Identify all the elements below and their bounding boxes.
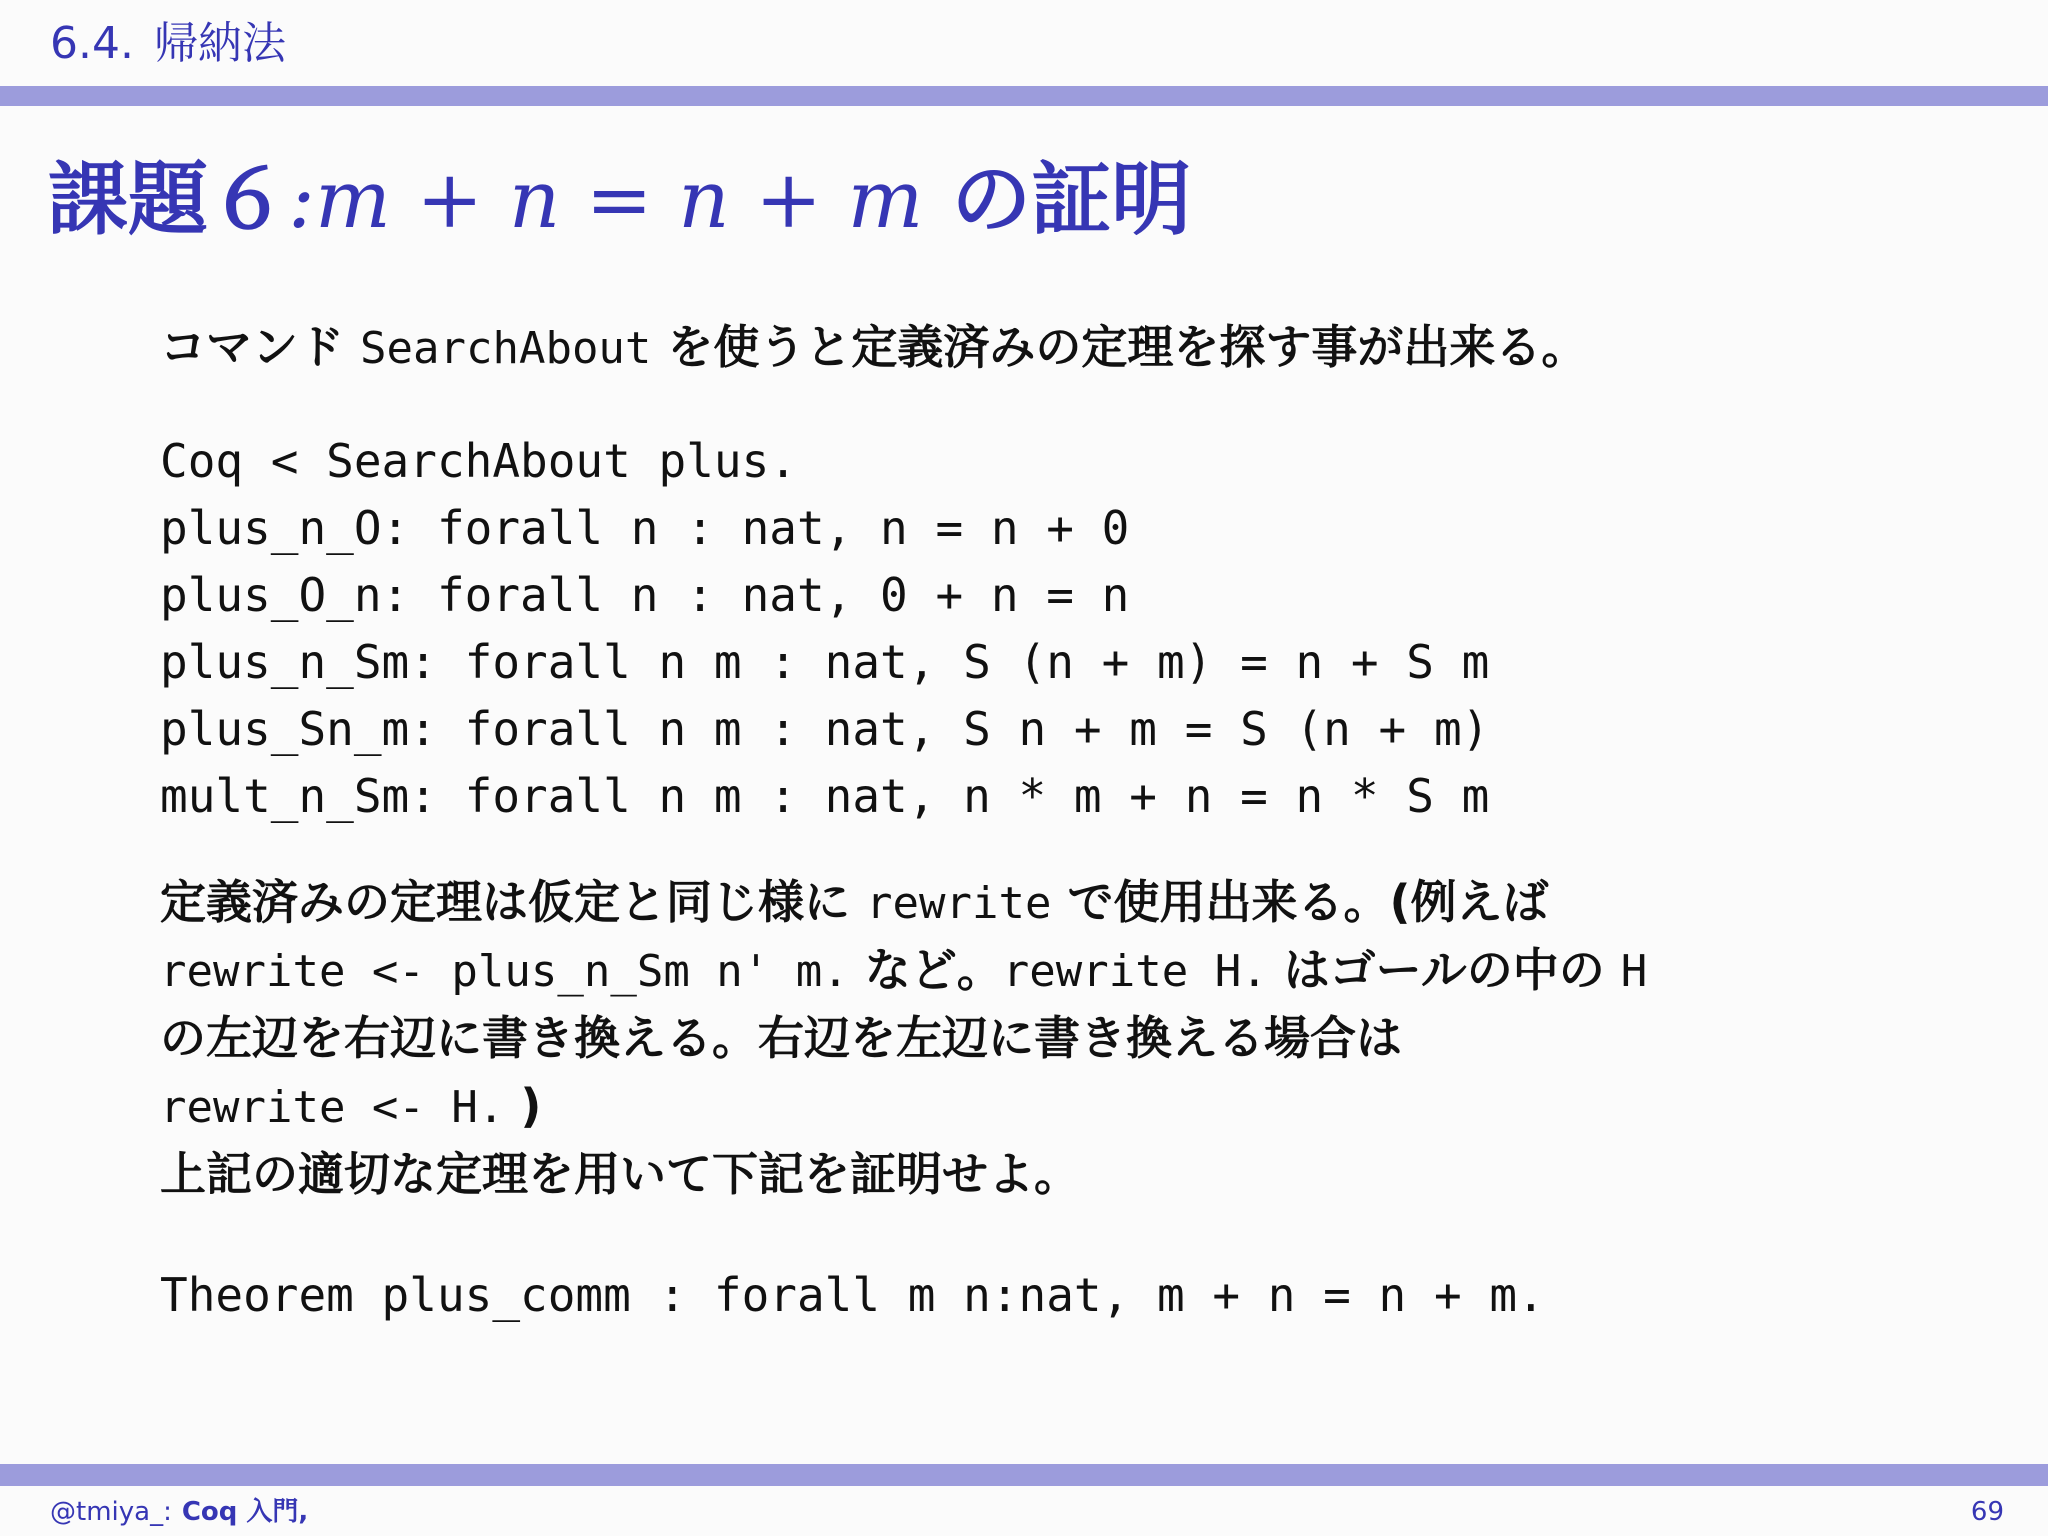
para-code: H — [1620, 946, 1648, 997]
para-code: rewrite H. — [1002, 946, 1268, 997]
para-text: など。 — [848, 943, 1003, 997]
footer-title: Coq 入門, — [181, 1497, 309, 1527]
theorem-statement: Theorem plus_comm : forall m n:nat, m + n = n + m. — [160, 1268, 1545, 1322]
para-text: 定義済みの定理は仮定と同じ様に — [160, 875, 867, 929]
page-number: 69 — [1970, 1497, 2004, 1527]
title-math: :m + n = n + m — [288, 153, 924, 246]
slide-title — [48, 150, 1191, 250]
code-line: mult_n_Sm: forall n m : nat, n * m + n = n * S m — [160, 769, 1490, 823]
para-code: rewrite — [866, 878, 1052, 929]
section-title: 帰納法 — [153, 18, 286, 69]
bottom-bar — [0, 1464, 2048, 1486]
footer-author: @tmiya_: — [50, 1497, 172, 1527]
intro-after: を使うと定義済みの定理を探す事が出来る。 — [651, 320, 1588, 374]
title-suffix: の証明 — [923, 153, 1192, 246]
code-line: plus_O_n: forall n : nat, 0 + n = n — [160, 568, 1130, 622]
intro-before: コマンド — [160, 320, 361, 374]
footer — [50, 1492, 308, 1532]
para-code: rewrite <- plus_n_Sm n' m. — [160, 946, 849, 997]
code-line: Coq < SearchAbout plus. — [160, 434, 797, 488]
title-prefix: 課題６ — [48, 153, 288, 246]
paragraph-line: の左辺を右辺に書き換える。右辺を左辺に書き換える場合は — [160, 1011, 1402, 1065]
para-text: ) — [504, 1079, 542, 1133]
explanation-paragraph — [160, 868, 2020, 1208]
code-line: plus_n_Sm: forall n m : nat, S (n + m) = n + S m — [160, 635, 1490, 689]
code-line: plus_n_O: forall n : nat, n = n + 0 — [160, 501, 1130, 555]
paragraph-line — [160, 936, 2020, 1004]
intro-line — [160, 312, 1587, 382]
para-text: で使用出来る。(例えば — [1051, 875, 1549, 929]
paragraph-line: 上記の適切な定理を用いて下記を証明せよ。 — [160, 1147, 1080, 1201]
paragraph-line — [160, 1072, 2020, 1140]
code-block — [160, 428, 1489, 830]
section-header — [50, 14, 286, 74]
para-text: はゴールの中の — [1267, 943, 1621, 997]
paragraph-line — [160, 868, 2020, 936]
code-line: plus_Sn_m: forall n m : nat, S n + m = S (n + m) — [160, 702, 1490, 756]
section-number: 6.4. — [50, 18, 134, 69]
intro-command: SearchAbout — [360, 323, 652, 374]
top-bar — [0, 86, 2048, 106]
para-code: rewrite <- H. — [160, 1082, 505, 1133]
